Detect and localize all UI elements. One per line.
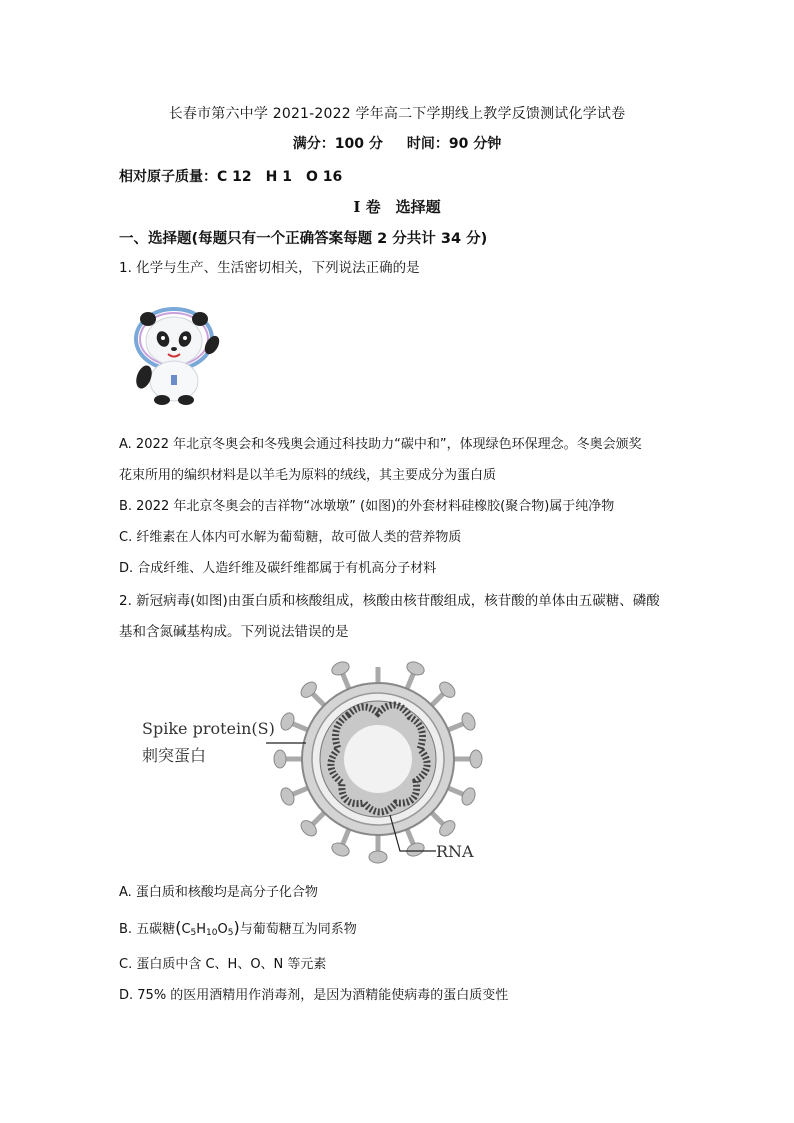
q2-option-b-suffix: 与葡萄糖互为同系物	[239, 922, 357, 937]
question-1-stem: 1. 化学与生产、生活密切相关，下列说法正确的是	[119, 260, 420, 276]
question-2-stem-line2: 基和含氮碱基构成。下列说法错误的是	[119, 624, 349, 640]
full-score: 满分：100 分	[292, 136, 383, 152]
formula-sub-h: 10	[206, 928, 218, 938]
q2-option-d: D. 75% 的医用酒精用作消毒剂，是因为酒精能使病毒的蛋白质变性	[119, 988, 509, 1003]
spike-head	[330, 659, 351, 677]
q2-option-c: C. 蛋白质中含 C、H、O、N 等元素	[119, 957, 327, 972]
formula-o: O	[217, 922, 228, 937]
spike-head	[405, 841, 426, 859]
spike-head	[274, 750, 286, 768]
spike-head	[278, 786, 296, 807]
formula-sub-c: 5	[190, 928, 197, 938]
spike-head	[369, 851, 387, 863]
exam-title: 长春市第六中学 2021-2022 学年高二下学期线上教学反馈测试化学试卷	[168, 106, 626, 122]
q1-option-d: D. 合成纤维、人造纤维及碳纤维都属于有机高分子材料	[119, 561, 437, 576]
q1-option-a-line1: A. 2022 年北京冬奥会和冬残奥会通过科技助力“碳中和”，体现绿色环保理念。冬奥会颁奖	[119, 437, 642, 452]
spike-protein-cn-label: 刺突蛋白	[142, 746, 207, 765]
exam-time: 时间：90 分钟	[406, 136, 502, 152]
formula-sub-o: 5	[227, 928, 234, 938]
spike-head	[330, 841, 351, 859]
formula-h: H	[196, 922, 207, 937]
q2-option-b-prefix: B. 五碳糖	[119, 922, 176, 937]
bing-dwen-dwen-image	[126, 305, 222, 405]
question-2-stem-line1: 2. 新冠病毒(如图)由蛋白质和核酸组成，核酸由核苷酸组成，核苷酸的单体由五碳糖、磷酸	[119, 593, 660, 609]
q1-option-a-line2: 花束所用的编织材料是以羊毛为原料的绒线，其主要成分为蛋白质	[119, 468, 497, 483]
formula-c: C	[181, 922, 191, 937]
spike-head	[278, 711, 296, 732]
q2-option-b: B. 五碳糖$(C_5H_{10}O_5)$与葡萄糖互为同系物	[119, 918, 357, 938]
spike-head	[470, 750, 482, 768]
q2-option-a: A. 蛋白质和核酸均是高分子化合物	[119, 885, 318, 900]
spike-head	[405, 659, 426, 677]
rna-label: RNA	[436, 842, 474, 861]
coronavirus-diagram	[138, 655, 488, 865]
atomic-mass-line: 相对原子质量：C 12 H 1 O 16	[119, 169, 343, 185]
section-title: I 卷 选择题	[353, 198, 441, 216]
spike-protein-label: Spike protein(S)	[142, 719, 275, 738]
q1-option-b: B. 2022 年北京冬奥会的吉祥物“冰墩墩” (如图)的外套材料硅橡胶(聚合物)属于纯净物	[119, 499, 615, 514]
part-title: 一、选择题(每题只有一个正确答案每题 2 分共计 34 分)	[119, 231, 488, 247]
spike-head	[460, 786, 478, 807]
score-time-line	[0, 133, 794, 153]
spike-head	[460, 711, 478, 732]
q1-option-c: C. 纤维素在人体内可水解为葡萄糖，故可做人类的营养物质	[119, 530, 462, 545]
